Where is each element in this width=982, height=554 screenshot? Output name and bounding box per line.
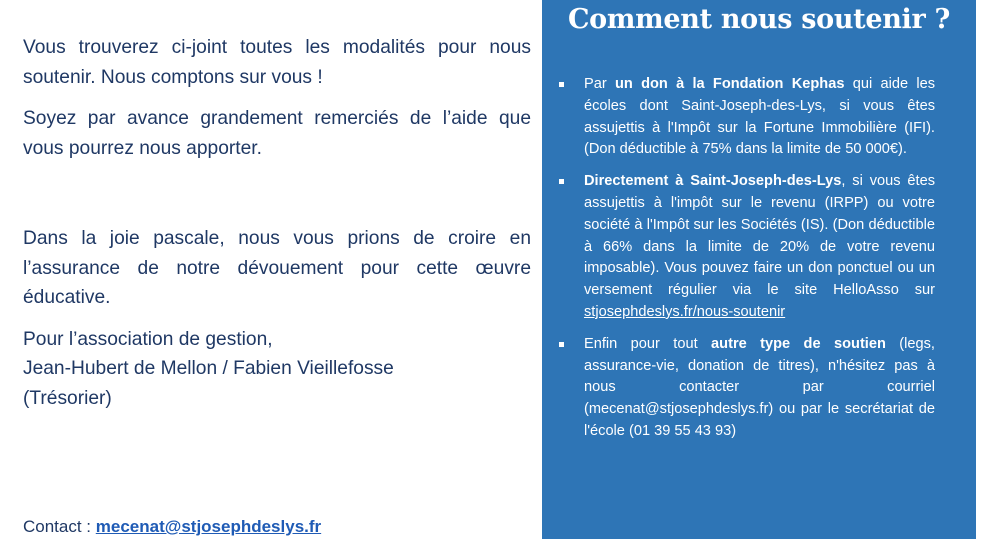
option-text-pre: Enfin pour tout (584, 335, 712, 352)
signature-line-1: Pour l’association de gestion, (23, 328, 273, 350)
signature-line-3: (Trésorier) (23, 387, 112, 409)
option-text-post: (legs, assurance-vie, donation de titres), n'hésitez pas à nous contacter par courriel (mecenat@stjosephdeslys.fr) ou par le secrétariat de l'école (01 39 55 43 93) (584, 335, 935, 439)
option-text-bold: autre type de soutien (711, 335, 886, 352)
contact-email-link[interactable]: mecenat@stjosephdeslys.fr (95, 517, 322, 536)
support-panel (542, 0, 976, 539)
panel-title: Comment nous soutenir ? (567, 4, 951, 35)
signature-line-2: Jean-Hubert de Mellon / Fabien Vieillefosse (23, 358, 394, 379)
option-text-post: qui aide les écoles dont Saint-Joseph-des-Lys, si vous êtes assujettis à l'Impôt sur la Fortune Immobilière (IFI). (Don déductible à 75% dans la limite de 50 000€). (584, 76, 935, 158)
signature-block (23, 325, 531, 414)
intro-paragraph: Vous trouverez ci-joint toutes les modalités pour nous soutenir. Nous comptons sur vous ! (23, 37, 531, 88)
support-option-foundation (559, 74, 935, 161)
letter-body (23, 33, 531, 413)
option-text-bold: Directement à Saint-Joseph-des-Lys (584, 173, 842, 190)
square-bullet-icon (559, 179, 564, 184)
support-option-other (559, 334, 935, 443)
option-text-bold: un don à la Fondation Kephas (614, 76, 845, 92)
contact-label: Contact : (23, 517, 96, 536)
square-bullet-icon (559, 82, 564, 87)
support-options-list (559, 74, 935, 453)
support-option-direct (559, 171, 935, 324)
square-bullet-icon (559, 342, 564, 347)
thanks-paragraph: Soyez par avance grandement remerciés de l’aide que vous pourrez nous apporter. (23, 108, 531, 159)
option-text-pre: Par (584, 76, 615, 92)
closing-paragraph: Dans la joie pascale, nous vous prions de croire en l’assurance de notre dévouement pour cette œuvre éducative. (23, 228, 531, 308)
helloasso-link[interactable]: stjosephdeslys.fr/nous-soutenir (584, 303, 786, 320)
contact-line (23, 517, 321, 537)
option-text-post: , si vous êtes assujettis à l'impôt sur le revenu (IRPP) ou votre société à l'Impôt sur les Sociétés (IS). (Don déductible à 66% dans la limite de 20% de votre revenu imposable). Vous pouvez faire un don ponctuel ou un versement régulier via le site HelloAsso sur (584, 173, 935, 299)
